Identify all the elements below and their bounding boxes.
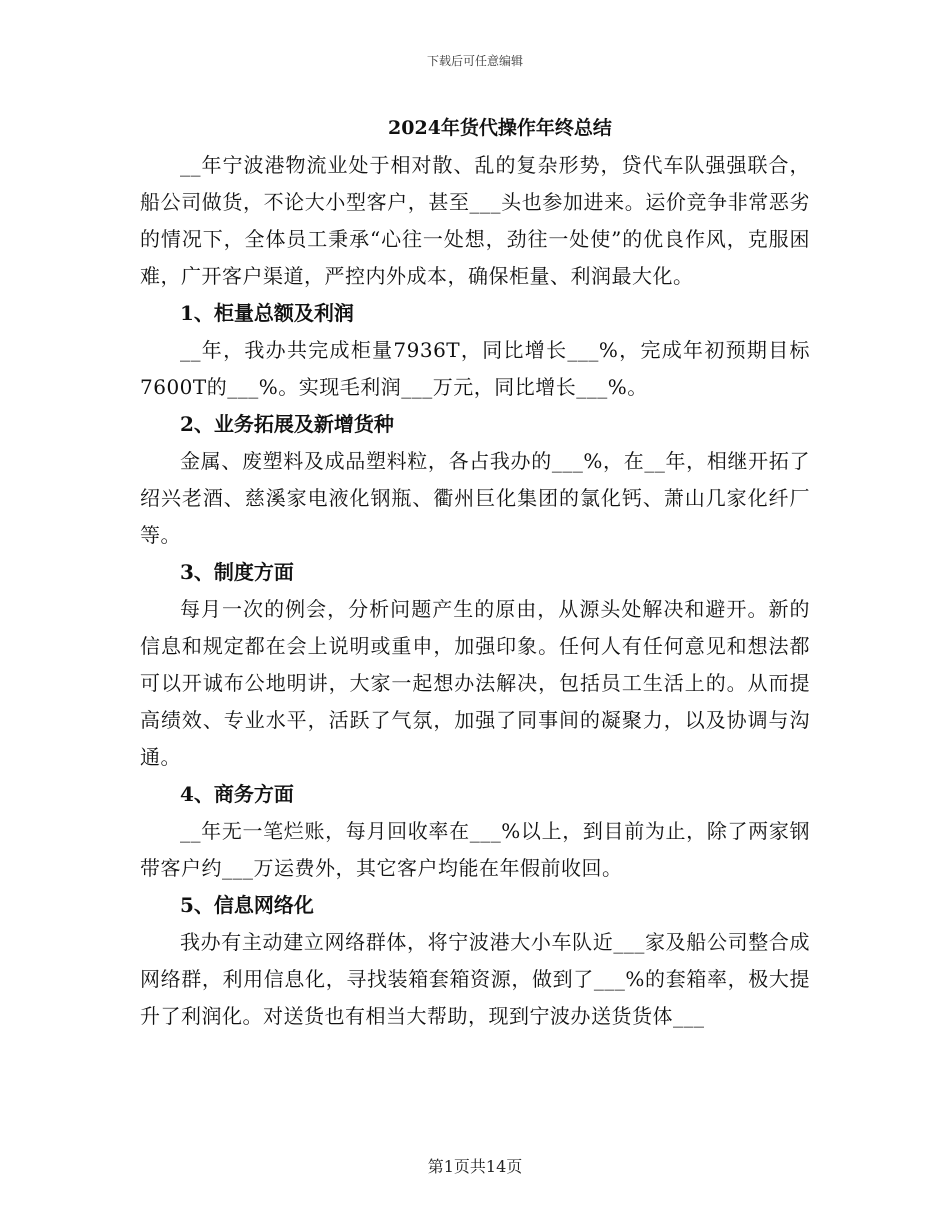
section-body-3: 每月一次的例会，分析问题产生的原由，从源头处解决和避开。新的信息和规定都在会上说明或重申，加强印象。任何人有任何意见和想法都可以开诚布公地明讲，大家一起想办法解决，包括员工生活上的。从而提高绩效、专业水平，活跃了气氛，加强了同事间的凝聚力，以及协调与沟通。 xyxy=(140,597,810,769)
section-heading-4: 4、商务方面 xyxy=(180,782,294,806)
section-heading-2: 2、业务拓展及新增货种 xyxy=(180,412,394,436)
header-note: 下载后可任意编辑 xyxy=(426,54,523,68)
section-heading-3: 3、制度方面 xyxy=(180,560,294,584)
intro-paragraph: __年宁波港物流业处于相对散、乱的复杂形势，贷代车队强强联合，船公司做货，不论大小型客户，甚至___头也参加进来。运价竞争非常恶劣的情况下，全体员工秉承“心往一处想，劲往一处使”的优良作风，克服困难，广开客户渠道，严控内外成本，确保柜量、利润最大化。 xyxy=(140,153,810,288)
section-heading-1: 1、柜量总额及利润 xyxy=(180,301,354,325)
page-footer: 第1页共14页 xyxy=(427,1157,523,1176)
section-body-4: __年无一笔烂账，每月回收率在___%以上，到目前为止，除了两家钢带客户约___万运费外，其它客户均能在年假前收回。 xyxy=(140,819,810,880)
document-title: 2024年货代操作年终总结 xyxy=(388,117,612,139)
section-heading-5: 5、信息网络化 xyxy=(180,893,314,917)
section-body-5: 我办有主动建立网络群体，将宁波港大小车队近___家及船公司整合成网络群，利用信息化，寻找装箱套箱资源，做到了___%的套箱率，极大提升了利润化。对送货也有相当大帮助，现到宁波办送货货体___ xyxy=(140,930,810,1028)
section-body-2: 金属、废塑料及成品塑料粒，各占我办的___%，在__年，相继开拓了绍兴老酒、慈溪家电液化钢瓶、衢州巨化集团的氯化钙、萧山几家化纤厂等。 xyxy=(140,449,810,547)
section-body-1: __年，我办共完成柜量7936T，同比增长___%，完成年初预期目标7600T的___%。实现毛利润___万元，同比增长___%。 xyxy=(140,338,810,399)
document-body xyxy=(140,110,810,1035)
